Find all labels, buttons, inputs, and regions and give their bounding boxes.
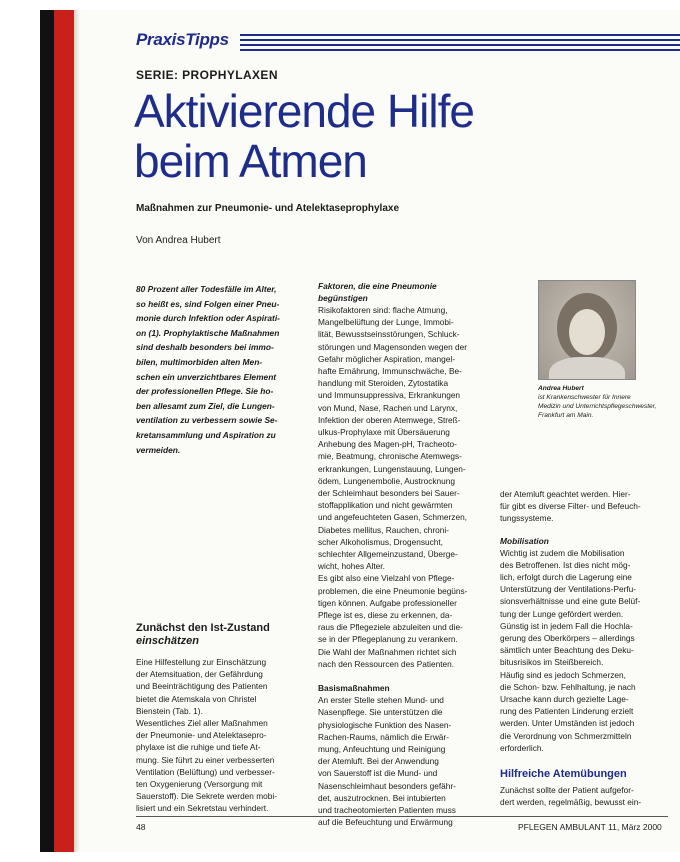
text-line: sionsverhältnisse und eine gute Belüf-	[500, 596, 641, 607]
text-line: der professionellen Pflege. Sie ho-	[136, 386, 274, 397]
footer-rule	[136, 816, 668, 817]
caption-line: Frankfurt am Main.	[538, 412, 594, 419]
text-line: lisiert und ein Sekretstau verhindert.	[136, 803, 269, 814]
factors-heading	[318, 280, 490, 304]
text-line: tigen können. Aufgabe professioneller	[318, 597, 457, 608]
text-line: Es gibt also eine Vielzahl von Pflege-	[318, 573, 455, 584]
header-rule	[240, 44, 680, 46]
text-line: rung des Patienten Linderung erzielt	[500, 706, 634, 717]
text-line: scher Alkoholismus, Drogensucht,	[318, 536, 443, 547]
intro-text	[136, 282, 296, 457]
text-line: Nasenpflege. Sie unterstützen die	[318, 707, 443, 718]
text-line: kretansammlung und Aspiration zu	[136, 429, 276, 440]
header-rule	[240, 34, 680, 36]
text-line: problemen, die eine Pneumonie begüns-	[318, 585, 468, 596]
text-line: ventilation zu verbessern sowie Se-	[136, 415, 278, 426]
article-title	[134, 86, 594, 186]
text-line: Eine Hilfestellung zur Einschätzung	[136, 657, 267, 667]
text-line: Gefahr möglicher Aspiration, mangel-	[318, 353, 455, 364]
author-photo	[538, 280, 636, 380]
text-line: schen ein unverzichtbares Element	[136, 371, 277, 382]
text-line: tungssysteme.	[500, 513, 554, 524]
text-line: stoffapplikation und nicht gewärmten	[318, 500, 453, 511]
text-line: erkrankungen, Lungenstauung, Lungen-	[318, 463, 466, 474]
text-line: erforderlich.	[500, 742, 544, 753]
section-header	[136, 30, 680, 52]
text-line: Mangelbelüftung der Lunge, Immobi-	[318, 317, 454, 328]
heading-line: Zunächst den Ist-Zustand	[136, 622, 270, 634]
text-line: ben allesamt zum Ziel, die Lungen-	[136, 400, 275, 411]
title-line: beim Atmen	[134, 135, 367, 187]
text-line: phylaxe ist die ruhige und tiefe At-	[136, 742, 261, 753]
section-heading	[136, 622, 296, 648]
heading-line: Faktoren, die eine Pneumonie	[318, 281, 437, 291]
text-line: monie durch Infektion oder Aspirati-	[136, 313, 280, 324]
text-line: on (1). Prophylaktische Maßnahmen	[136, 327, 280, 338]
text-line: Ventilation (Belüftung) und verbesser-	[136, 766, 275, 777]
text-line: von Sauerstoff ist die Mund- und	[318, 768, 438, 779]
text-line: der Atemsituation, der Gefährdung	[136, 669, 263, 680]
text-line: Die Wahl der Maßnahmen richtet sich	[318, 646, 457, 657]
text-line: sind deshalb besonders bei immo-	[136, 342, 274, 353]
page-number: 48	[136, 822, 146, 832]
text-line: der Pneumonie- und Atelektasepro-	[136, 730, 267, 741]
text-line: raus die Pflegeziele abzuleiten und die-	[318, 622, 463, 633]
text-line: von Mund, Nase, Rachen und Larynx,	[318, 402, 458, 413]
text-line: störungen und Magensonden wegen der	[318, 341, 467, 352]
text-line: se in der Pflegeplanung zu verankern.	[318, 634, 458, 645]
photo-caption	[538, 384, 668, 420]
text-line: die Verordnung von Schmerzmitteln	[500, 730, 632, 741]
text-line: schlechter Allgemeinzustand, Überge-	[318, 549, 458, 560]
text-line: dert werden, regelmäßig, bewusst ein-	[500, 797, 642, 808]
series-label: SERIE: PROPHYLAXEN	[136, 68, 278, 82]
article-author: Von Andrea Hubert	[136, 235, 221, 246]
spacer	[500, 525, 668, 535]
text-line: hafte Ernährung, Immunschwäche, Be-	[318, 366, 462, 377]
text-line: so heißt es, sind Folgen einer Pneu-	[136, 298, 280, 309]
text-line: Risikofaktoren sind: flache Atmung,	[318, 305, 448, 315]
text-line: Wichtig ist zudem die Mobilisation	[500, 547, 625, 558]
text-line: gerung des Oberkörpers – allerdings	[500, 633, 635, 644]
text-line: Unterstützung der Ventilations-Perfu-	[500, 584, 637, 595]
text-line: und angefeuchteten Gasen, Schmerzen,	[318, 512, 467, 523]
spacer	[318, 670, 490, 682]
text-line: physiologische Funktion des Nasen-	[318, 719, 452, 730]
text-line: det, auszutrocknen. Bei intubierten	[318, 792, 446, 803]
caption-name: Andrea Hubert	[538, 385, 584, 392]
text-line: nach den Ressourcen des Patienten.	[318, 658, 455, 669]
text-line: 80 Prozent aller Todesfälle im Alter,	[136, 284, 277, 294]
article-subtitle: Maßnahmen zur Pneumonie- und Atelektaseprophylaxe	[136, 203, 400, 214]
text-line: für gibt es diverse Filter- und Befeuch-	[500, 501, 641, 512]
text-line: tung der Lunge gefördert werden.	[500, 608, 624, 619]
header-rule	[240, 49, 680, 51]
spine-black-band	[40, 10, 54, 852]
mobilisation-heading: Mobilisation	[500, 535, 549, 546]
breathing-heading: Hilfreiche Atemübungen	[500, 768, 627, 781]
photo-body	[549, 357, 625, 380]
heading-line: begünstigen	[318, 293, 368, 303]
text-line: Diabetes mellitus, Rauchen, chroni-	[318, 524, 449, 535]
spacer	[500, 754, 668, 768]
text-line: Nasenschleimhaut besonders gefähr-	[318, 780, 456, 791]
text-line: des Betroffenen. Ist dies nicht mög-	[500, 559, 631, 570]
text-line: und tracheotomierten Patienten muss	[318, 804, 456, 815]
text-line: auf die Befeuchtung und Erwärmung	[318, 817, 453, 828]
text-line: Günstig ist in jedem Fall die Hochla-	[500, 620, 633, 631]
section-ist-zustand	[136, 622, 296, 815]
spine-red-band	[54, 10, 74, 852]
column-factors	[318, 280, 490, 828]
text-line: Zunächst sollte der Patient aufgefor-	[500, 785, 634, 796]
text-line: ödem, Lungenembolie, Austrocknung	[318, 475, 455, 486]
journal-name: PFLEGEN AMBULANT 11, März 2000	[518, 822, 662, 832]
text-line: Wesentliches Ziel aller Maßnahmen	[136, 718, 268, 729]
text-line: lich, erfolgt durch die Lagerung eine	[500, 572, 632, 583]
text-line: und Beeinträchtigung des Patienten	[136, 681, 268, 692]
text-line: bilen, multimorbiden alten Men-	[136, 356, 263, 367]
heading-line: einschätzen	[136, 635, 199, 647]
text-line: An erster Stelle stehen Mund- und	[318, 695, 444, 706]
text-line: mie, Beatmung, chronische Atemwegs-	[318, 451, 462, 462]
text-line: Infektion der oberen Atemwege, Streß-	[318, 414, 461, 425]
text-line: und Immunsuppressiva, Erkrankungen	[318, 390, 461, 401]
text-line: die Schon- bzw. Fehlhaltung, je nach	[500, 681, 636, 692]
text-line: ulkus-Prophylaxe mit Übersäuerung	[318, 427, 450, 438]
header-rule	[240, 39, 680, 41]
text-line: Pflege ist es, diese zu erkennen, da-	[318, 610, 453, 621]
text-line: Sauerstoff). Die Sekrete werden mobi-	[136, 791, 277, 802]
text-line: Bienstein (Tab. 1).	[136, 705, 203, 716]
photo-face	[569, 309, 605, 355]
text-line: vermeiden.	[136, 444, 181, 455]
text-line: mung, Anfeuchtung und Reinigung	[318, 743, 446, 754]
text-line: Anhebung des Magen-pH, Tracheoto-	[318, 439, 457, 450]
caption-line: Medizin und Unterrichtspflegeschwester,	[538, 403, 657, 410]
text-line: lität, Bewusstseinsstörungen, Schluck-	[318, 329, 460, 340]
book-spine	[0, 0, 80, 862]
title-line: Aktivierende Hilfe	[134, 85, 474, 137]
basis-heading: Basismaßnahmen	[318, 683, 390, 694]
magazine-page	[80, 10, 680, 852]
text-line: ten Oxygenierung (Versorgung mit	[136, 779, 263, 790]
text-line: handlung mit Steroiden, Zytostatika	[318, 378, 449, 389]
text-line: der Atemluft. Bei der Anwendung	[318, 756, 439, 767]
text-line: Rachen-Raums, nämlich die Erwär-	[318, 731, 449, 742]
spacer	[136, 648, 296, 656]
column-three	[500, 488, 668, 809]
text-line: sämtlich unter Beachtung des Deku-	[500, 645, 634, 656]
text-line: bietet die Atemskala von Christel	[136, 693, 257, 704]
text-line: Häufig sind es jedoch Schmerzen,	[500, 669, 626, 680]
text-line: mung. Sie führt zu einer verbesserten	[136, 754, 275, 765]
text-line: der Atemluft geachtet werden. Hier-	[500, 489, 631, 499]
text-line: wicht, hohes Alter.	[318, 561, 385, 572]
text-line: Ursache kann durch gezielte Lage-	[500, 694, 629, 705]
section-tag: PraxisTipps	[136, 30, 229, 49]
text-line: werden. Unter Umständen ist jedoch	[500, 718, 635, 729]
text-line: der Schleimhaut besonders bei Sauer-	[318, 488, 460, 499]
text-line: bitusrisikos im Steißbereich.	[500, 657, 604, 668]
caption-line: ist Krankenschwester für Innere	[538, 394, 631, 401]
